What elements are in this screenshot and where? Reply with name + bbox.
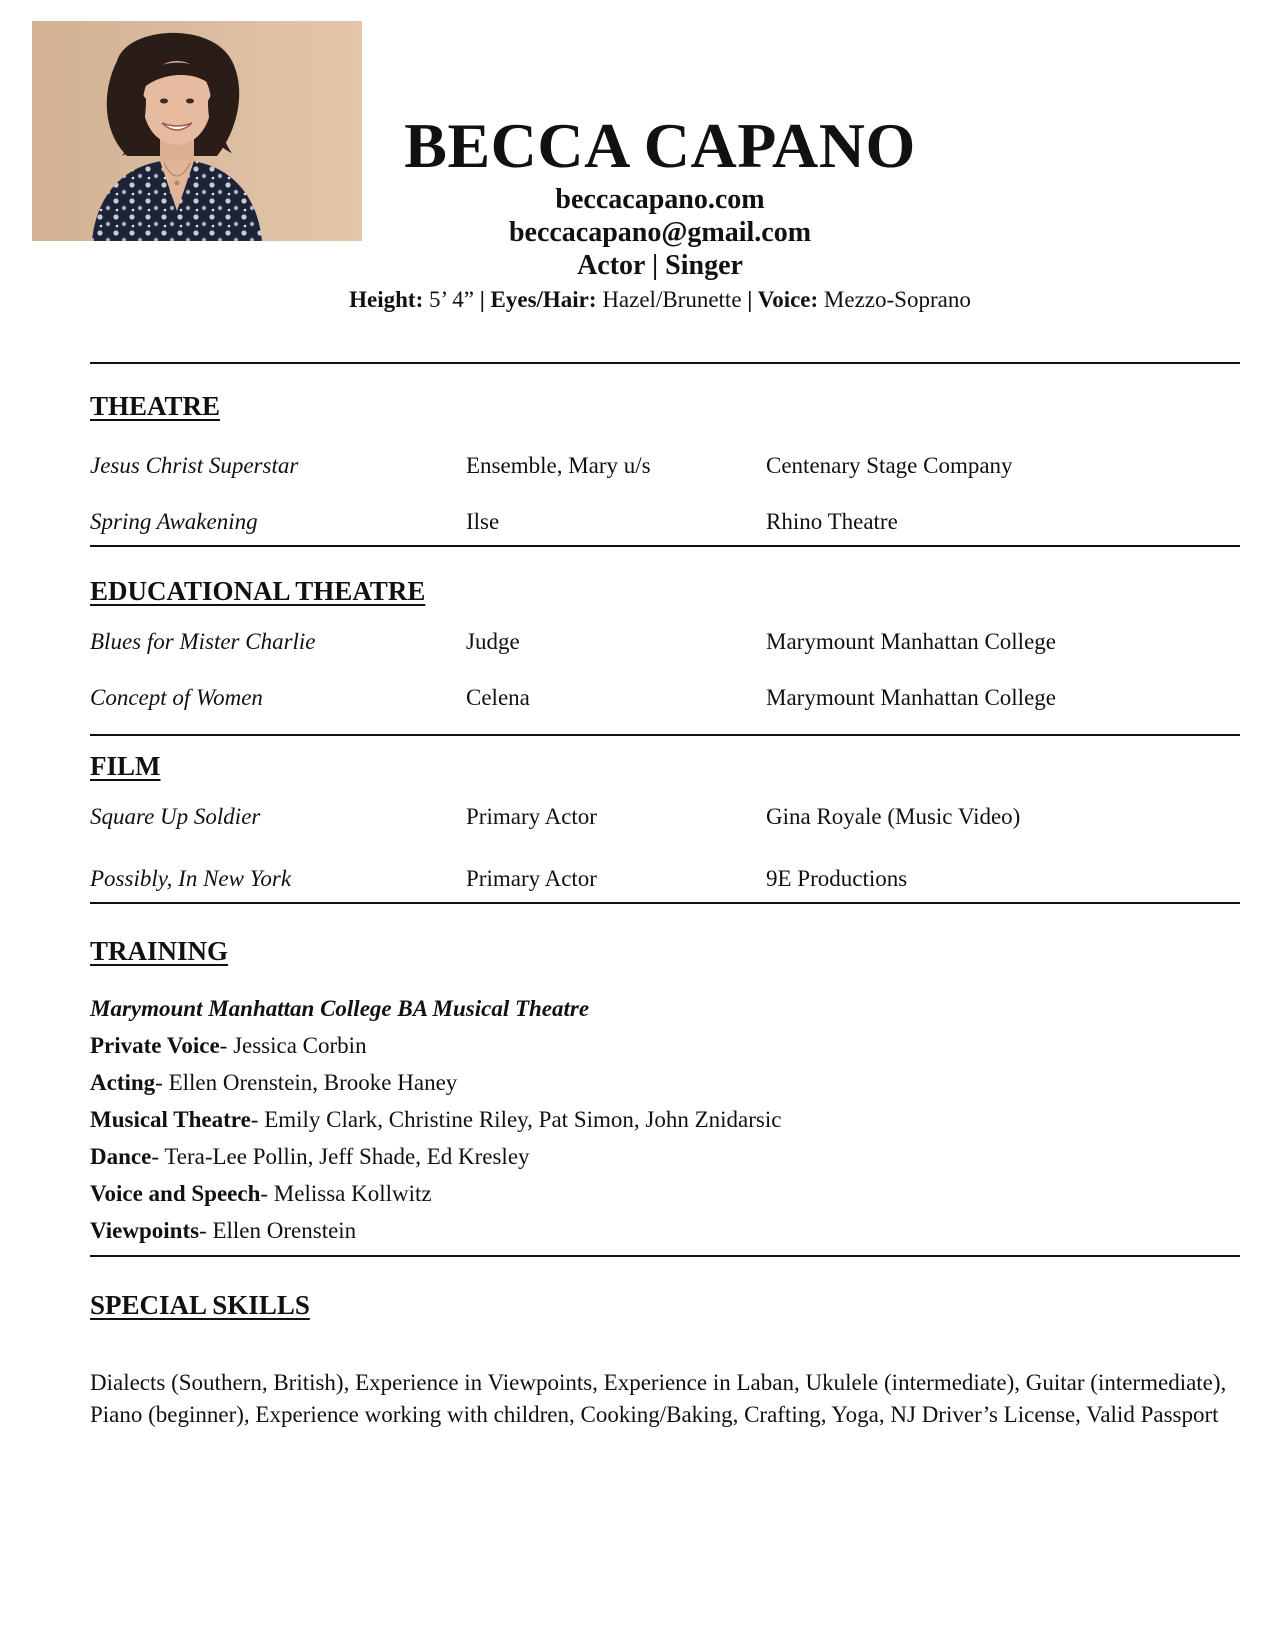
training-label: Private Voice	[90, 1033, 220, 1058]
section-title-educational-theatre: EDUCATIONAL THEATRE	[90, 576, 426, 606]
training-item	[90, 1104, 781, 1136]
credit-title: Blues for Mister Charlie	[90, 629, 316, 654]
credit-title: Spring Awakening	[90, 509, 258, 534]
credit-row	[90, 801, 1240, 833]
training-teachers: - Melissa Kollwitz	[260, 1181, 432, 1206]
credit-row	[90, 450, 1240, 482]
credit-row	[90, 682, 1240, 714]
credit-title: Possibly, In New York	[90, 866, 292, 891]
divider	[90, 1255, 1240, 1257]
training-item	[90, 1215, 356, 1247]
divider	[90, 734, 1240, 736]
credit-company: Marymount Manhattan College	[766, 629, 1056, 654]
training-item	[90, 1067, 457, 1099]
section-title-film: FILM	[90, 751, 161, 781]
training-label: Viewpoints	[90, 1218, 200, 1243]
credit-title: Concept of Women	[90, 685, 263, 710]
training-label: Dance	[90, 1144, 152, 1169]
eyes-hair-value: Hazel/Brunette	[596, 287, 748, 312]
credit-role: Primary Actor	[466, 804, 597, 829]
training-teachers: - Emily Clark, Christine Riley, Pat Simon, John Znidarsic	[250, 1107, 782, 1132]
website-link[interactable]: beccacapano.com	[555, 184, 765, 215]
stats-separator: |	[747, 287, 753, 312]
training-item	[90, 1030, 367, 1062]
role-line: Actor | Singer	[577, 250, 743, 281]
voice-label: Voice:	[752, 287, 819, 312]
training-label: Voice and Speech	[90, 1181, 261, 1206]
special-skills-text: Dialects (Southern, British), Experience in Viewpoints, Experience in Laban, Ukulele (intermediate), Guitar (intermediate), Piano (beginner), Experience working with children, Cooking/Baking, Crafting, Yoga, NJ Driver’s License, Valid Passport	[90, 1370, 1227, 1427]
training-school: Marymount Manhattan College BA Musical Theatre	[90, 996, 590, 1021]
stats-separator: |	[479, 287, 485, 312]
training-teachers: - Ellen Orenstein	[199, 1218, 357, 1243]
section-title-theatre: THEATRE	[90, 391, 221, 421]
credit-company: Rhino Theatre	[766, 509, 898, 534]
divider	[90, 362, 1240, 364]
training-teachers: - Tera-Lee Pollin, Jeff Shade, Ed Kresley	[151, 1144, 530, 1169]
eyes-hair-label: Eyes/Hair:	[484, 287, 597, 312]
credit-company: 9E Productions	[766, 866, 908, 891]
credit-company: Gina Royale (Music Video)	[766, 804, 1021, 829]
training-item	[90, 1178, 432, 1210]
divider	[90, 902, 1240, 904]
physical-stats	[200, 285, 1120, 315]
credit-company: Centenary Stage Company	[766, 453, 1013, 478]
training-label: Acting	[90, 1070, 156, 1095]
credit-row	[90, 506, 1240, 538]
credit-title: Square Up Soldier	[90, 804, 261, 829]
training-label: Musical Theatre	[90, 1107, 251, 1132]
height-value: 5’ 4”	[423, 287, 480, 312]
voice-value: Mezzo-Soprano	[818, 287, 971, 312]
credit-title: Jesus Christ Superstar	[90, 453, 299, 478]
training-teachers: - Jessica Corbin	[219, 1033, 367, 1058]
credit-role: Primary Actor	[466, 866, 597, 891]
credit-role: Ensemble, Mary u/s	[466, 453, 651, 478]
credit-role: Judge	[466, 629, 520, 654]
credit-role: Ilse	[466, 509, 500, 534]
section-title-special-skills: SPECIAL SKILLS	[90, 1290, 310, 1320]
credit-row	[90, 626, 1240, 658]
section-title-training: TRAINING	[90, 936, 229, 966]
training-teachers: - Ellen Orenstein, Brooke Haney	[155, 1070, 458, 1095]
credit-role: Celena	[466, 685, 530, 710]
credit-row	[90, 863, 1240, 895]
height-label: Height:	[349, 287, 424, 312]
email-link[interactable]: beccacapano@gmail.com	[508, 217, 812, 248]
actor-name: BECCA CAPANO	[404, 110, 916, 181]
training-item	[90, 1141, 530, 1173]
divider	[90, 545, 1240, 547]
credit-company: Marymount Manhattan College	[766, 685, 1056, 710]
